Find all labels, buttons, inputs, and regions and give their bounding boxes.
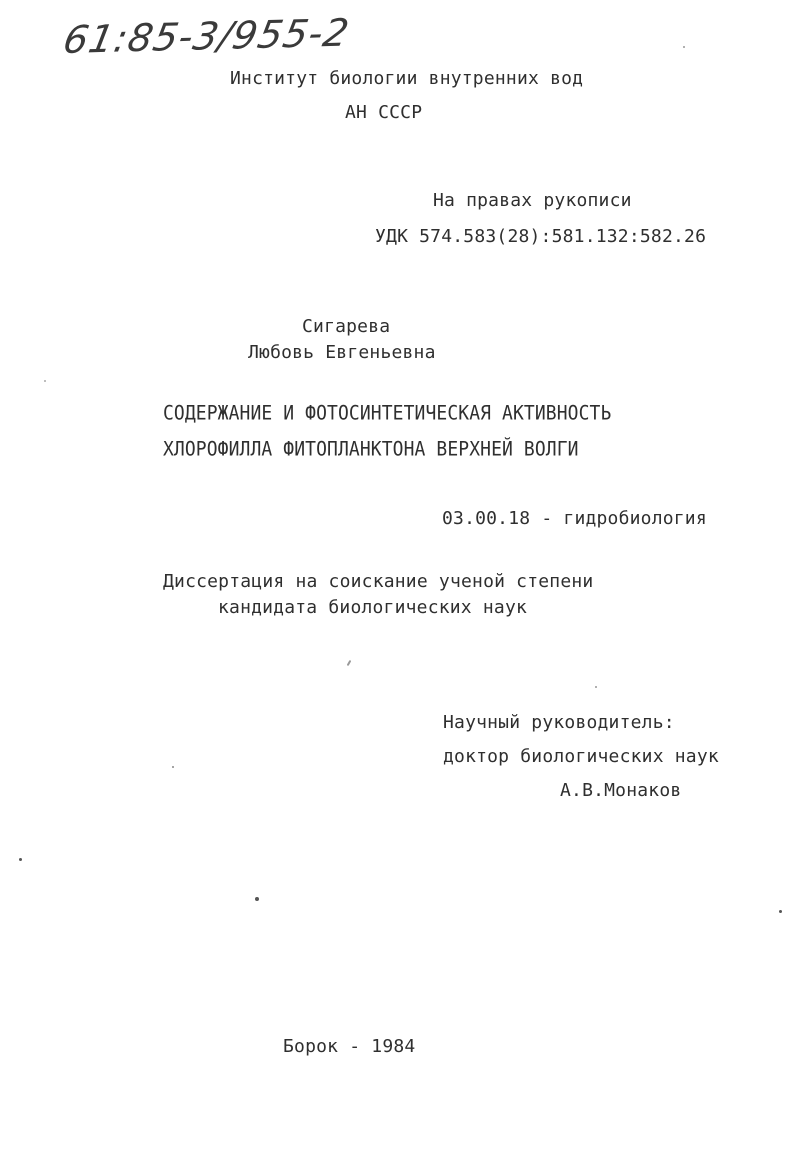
thesis-title-line-2: ХЛОРОФИЛЛА ФИТОПЛАНКТОНА ВЕРХНЕЙ ВОЛГИ (163, 438, 579, 461)
author-given-names: Любовь Евгеньевна (248, 342, 436, 363)
institution-name: Институт биологии внутренних вод (230, 68, 584, 89)
institution-academy: АН СССР (345, 102, 423, 123)
place-and-year: Борок - 1984 (283, 1036, 416, 1057)
scan-speck (683, 46, 685, 48)
scan-speck (779, 910, 782, 913)
supervisor-label: Научный руководитель: (443, 712, 675, 733)
scan-speck (19, 858, 22, 861)
author-surname: Сигарева (302, 316, 391, 337)
udk-code: УДК 574.583(28):581.132:582.26 (375, 226, 707, 247)
thesis-title-line-1: СОДЕРЖАНИЕ И ФОТОСИНТЕТИЧЕСКАЯ АКТИВНОСТЬ (163, 402, 612, 425)
degree-line-2: кандидата биологических наук (218, 597, 528, 618)
scan-speck (255, 897, 259, 901)
supervisor-title: доктор биологических наук (443, 746, 719, 767)
handwritten-call-number: 61:85-3/955-2 (59, 10, 354, 62)
manuscript-rights: На правах рукописи (433, 190, 632, 211)
supervisor-name: А.В.Монаков (560, 780, 682, 801)
specialty-code: 03.00.18 - гидробиология (442, 508, 707, 529)
scan-speck (347, 660, 352, 666)
degree-line-1: Диссертация на соискание ученой степени (163, 571, 594, 592)
scan-speck (172, 766, 174, 768)
scan-speck (44, 380, 46, 382)
scan-speck (595, 686, 597, 688)
